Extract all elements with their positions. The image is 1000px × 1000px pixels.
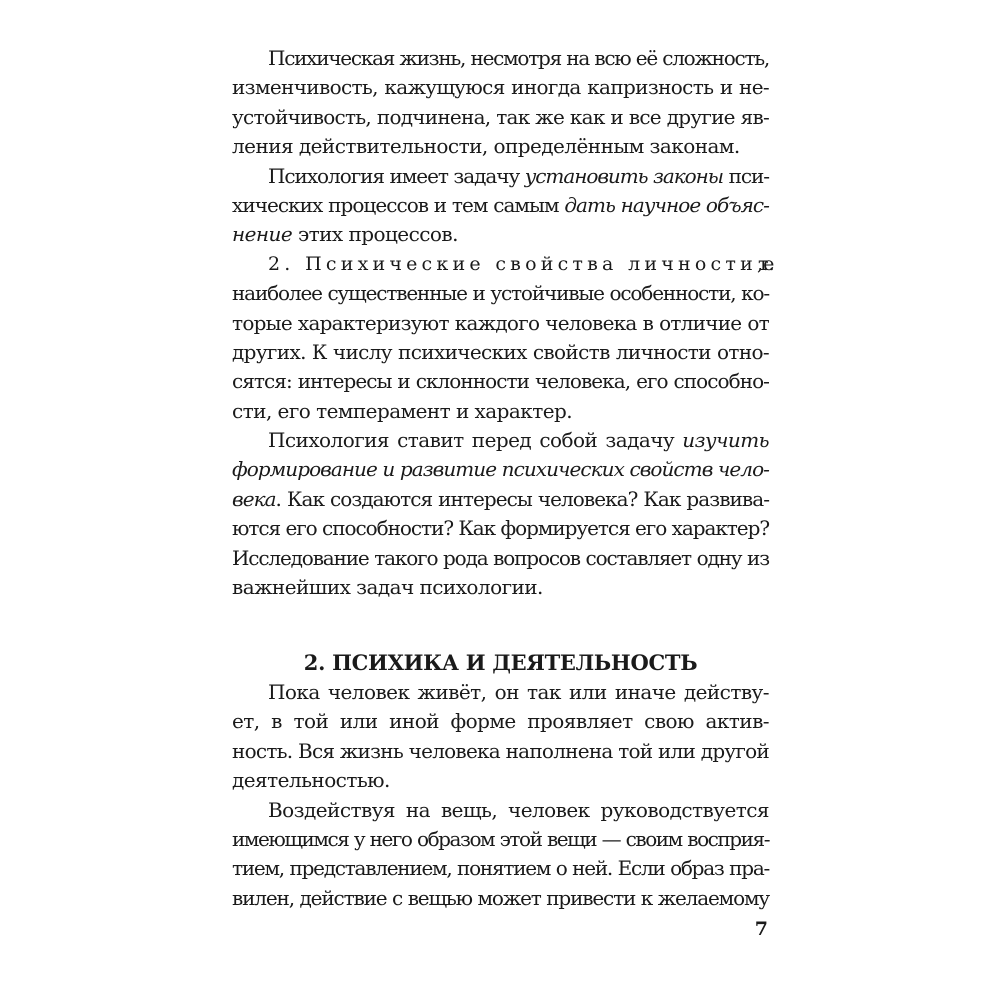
italic-phrase: формирование и развитие психических свойств чело- bbox=[232, 457, 769, 482]
italic-phrase: нение bbox=[232, 222, 293, 247]
paragraph-3-line-4: других. К числу психических свойств личности отно- bbox=[232, 339, 769, 364]
paragraph-4-line-4: ются его способности? Как формируется его характер? bbox=[232, 516, 769, 541]
paragraph-6-line-1: Воздействуя на вещь, человек руководствуется bbox=[268, 797, 769, 822]
body-text-top bbox=[232, 44, 769, 602]
section-heading: 2. ПСИХИКА И ДЕЯТЕЛЬНОСТЬ bbox=[303, 650, 698, 675]
page-number: 7 bbox=[754, 918, 768, 940]
italic-phrase: века bbox=[232, 486, 276, 511]
italic-phrase: установить законы bbox=[524, 163, 724, 188]
paragraph-6-line-2: имеющимся у него образом этой вещи — своим восприя- bbox=[232, 826, 769, 851]
paragraph-4-line-1: Психология ставит перед собой задачу изучить bbox=[268, 428, 769, 453]
paragraph-5-line-1: Пока человек живёт, он так или иначе действу- bbox=[268, 680, 769, 704]
paragraph-4-line-6: важнейших задач психологии. bbox=[232, 575, 543, 600]
paragraph-1-line-2: изменчивость, кажущуюся иногда капризность и не- bbox=[232, 75, 769, 100]
paragraph-5-line-2: ет, в той или иной форме проявляет свою актив- bbox=[232, 709, 769, 734]
spaced-term: 2. Психические свойства личности bbox=[268, 252, 757, 275]
paragraph-2-line-1: Психология имеет задачу установить законы пси- bbox=[268, 163, 769, 188]
paragraph-1-line-1: Психическая жизнь, несмотря на всю её сложность, bbox=[268, 46, 769, 70]
italic-phrase: дать научное объяс- bbox=[564, 192, 769, 217]
paragraph-3-line-6: сти, его темперамент и характер. bbox=[232, 398, 573, 423]
paragraph-4-line-3: века. Как создаются интересы человека? Как развива- bbox=[232, 486, 769, 511]
paragraph-3-line-3: торые характеризуют каждого человека в отличие от bbox=[232, 310, 769, 335]
paragraph-5-line-4: деятельностью. bbox=[232, 768, 390, 793]
paragraph-5-line-3: ность. Вся жизнь человека наполнена той или другой bbox=[232, 738, 769, 763]
paragraph-3-line-1: 2. Психические свойства личности, т.е. bbox=[268, 252, 769, 275]
paragraph-2-line-3: нение этих процессов. bbox=[232, 222, 458, 247]
italic-phrase: изучить bbox=[682, 428, 769, 453]
body-text-bottom bbox=[232, 678, 769, 913]
paragraph-3-line-5: сятся: интересы и склонности человека, его способно- bbox=[232, 369, 769, 394]
paragraph-4-line-5: Исследование такого рода вопросов составляет одну из bbox=[232, 545, 769, 570]
paragraph-2-line-2: хических процессов и тем самым дать научное объяс- bbox=[232, 192, 769, 217]
paragraph-3-line-2: наиболее существенные и устойчивые особенности, ко- bbox=[232, 281, 769, 306]
paragraph-6-line-3: тием, представлением, понятием о ней. Если образ пра- bbox=[232, 856, 769, 881]
paragraph-1-line-3: устойчивость, подчинена, так же как и все другие яв- bbox=[232, 104, 769, 129]
paragraph-4-line-2 bbox=[232, 455, 769, 484]
paragraph-1-line-4: ления действительности, определённым законам. bbox=[232, 134, 740, 159]
paragraph-6-line-4: вилен, действие с вещью может привести к желаемому bbox=[232, 885, 769, 910]
